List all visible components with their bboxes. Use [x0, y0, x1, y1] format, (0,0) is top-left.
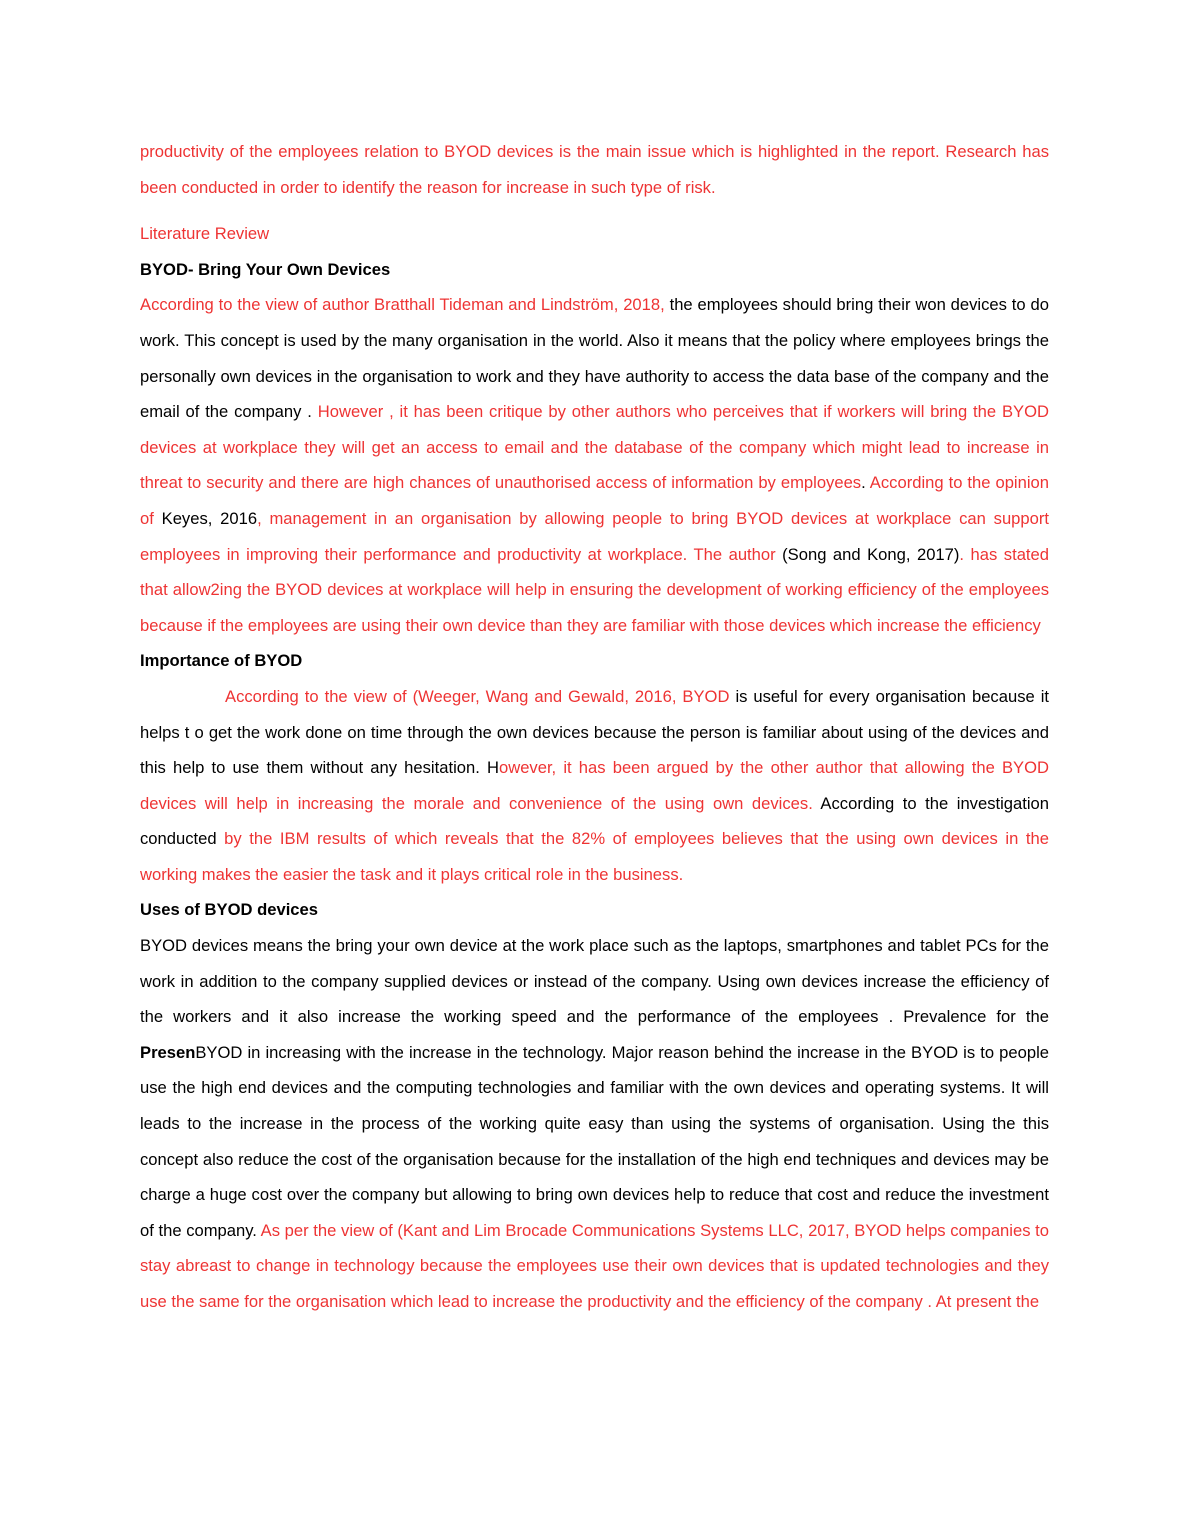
byod-text-red-d: , management in an organisation by allowing people to bring BYOD devices at workplace can support employees in improving their performance and productivity at workplace. The author — [140, 508, 1049, 564]
intro-paragraph — [140, 134, 1049, 205]
uses-text-black-b: BYOD in increasing with the increase in the technology. Major reason behind the increase in the BYOD is to people use the high end devices and the computing technologies and familiar with the own devices and operating systems. It will leads to the increase in the process of the working quite easy than using the systems of organisation. Using the this concept also reduce the cost of the organisation because for the installation of the high end techniques and devices may be charge a huge cost over the company but allowing to bring own devices help to reduce that cost and reduce the investment of the company. — [140, 1042, 1049, 1240]
byod-heading: BYOD- Bring Your Own Devices — [140, 259, 391, 279]
byod-text-black-b: . — [861, 473, 866, 493]
uses-text-red: As per the view of (Kant and Lim Brocade Communications Systems LLC, 2017, BYOD helps companies to stay abreast to change in technology because the employees use their own devices that is updated technologies and they use the same for the organisation which lead to increase the productivity and the efficiency of the company . At present the — [140, 1220, 1049, 1311]
byod-text-red-c: According to the opinion of — [140, 473, 1049, 528]
byod-text-red-b: However , it has been critique by other authors who perceives that if workers will bring the BYOD devices at workplace they will get an access to email and the database of the company which might lead to increase in threat to security and there are high chances of unauthorised access of information by employees — [140, 402, 1049, 493]
intro-text: productivity of the employees relation to BYOD devices is the main issue which is highlighted in the report. Research has been conducted in order to identify the reason for increase in such type of risk. — [140, 142, 1049, 197]
importance-text-red-c: by the IBM results of which reveals that the 82% of employees believes that the using own devices in the working makes the easier the task and it plays critical role in the business. — [140, 829, 1049, 884]
byod-paragraph — [140, 287, 1049, 643]
byod-text-black-d: (Song and Kong, 2017) — [775, 544, 960, 564]
importance-text-red-a: According to the view of (Weeger, Wang and Gewald, 2016, BYOD — [225, 686, 730, 706]
uses-text-black-a: BYOD devices means the bring your own device at the work place such as the laptops, smartphones and tablet PCs for the work in addition to the company supplied devices or instead of the company. Using own devices increase the efficiency of the workers and it also increase the working speed and the performance of the employees . Prevalence for the — [140, 936, 1049, 1027]
byod-text-black-c: Keyes, 2016 — [153, 508, 258, 528]
byod-text-red-e: . has stated that allow2ing the BYOD devices at workplace will help in ensuring the development of working efficiency of the employees because if the employees are using their own device than they are familiar with those devices which increase the efficiency — [140, 544, 1049, 635]
importance-text-red-b: owever, it has been argued by the other author that allowing the BYOD devices will help in increasing the morale and convenience of the using own devices. — [140, 758, 1049, 813]
byod-text-red-a: According to the view of author Bratthall Tideman and Lindström, 2018, — [140, 295, 665, 315]
importance-text-black-b: According to the investigation conducted — [140, 793, 1049, 849]
importance-paragraph — [140, 679, 1049, 893]
uses-paragraph — [140, 928, 1049, 1320]
literature-review-label: Literature Review — [140, 224, 270, 244]
document-page — [140, 134, 1049, 1320]
byod-text-black-a: the employees should bring their won devices to do work. This concept is used by the many organisation in the world. Also it means that the policy where employees brings the personally own devices in the organisation to work and they have authority to access the data base of the company and the email of the company . — [140, 295, 1049, 422]
importance-heading: Importance of BYOD — [140, 651, 303, 671]
uses-text-bold: Presen — [140, 1042, 196, 1062]
uses-heading: Uses of BYOD devices — [140, 900, 318, 920]
importance-text-black-a: is useful for every organisation because it helps t o get the work done on time through the own devices because the person is familiar about using of the devices and this help to use them without any hesitation. H — [140, 686, 1049, 778]
